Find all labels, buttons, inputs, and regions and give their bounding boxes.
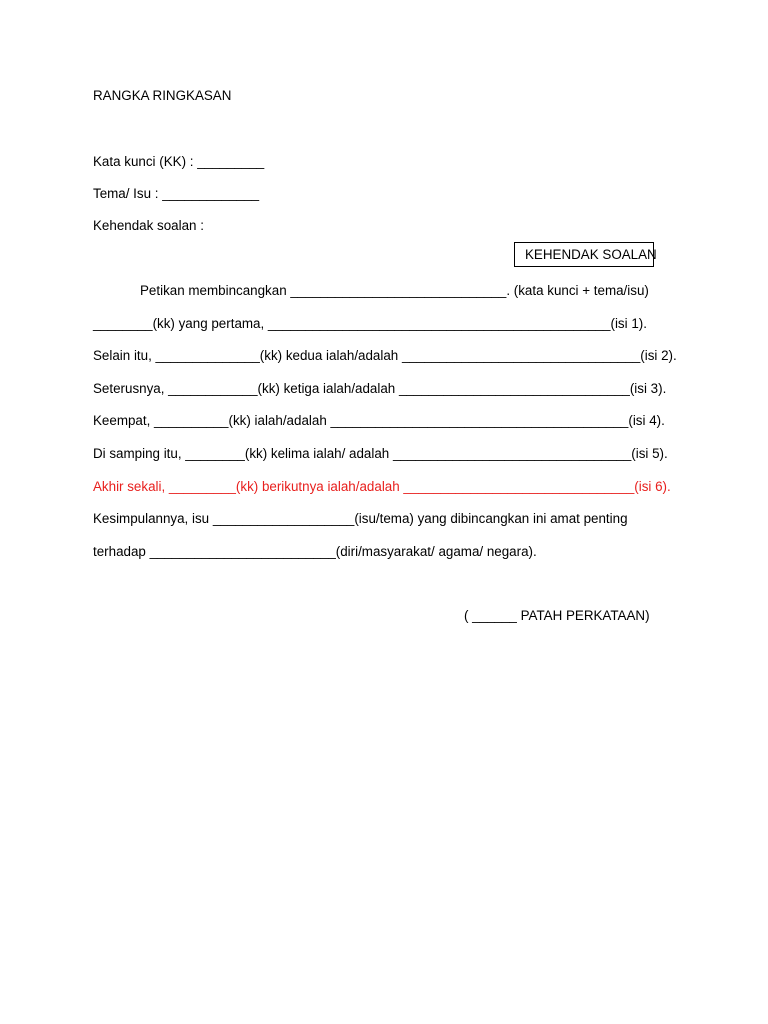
kehendak-soalan-field: Kehendak soalan : — [93, 218, 204, 233]
body-line-intro: Petikan membincangkan _____________________________. (kata kunci + tema/isu) — [140, 283, 649, 298]
body-line-kesimpulan: Kesimpulannya, isu ___________________(isu/tema) yang dibincangkan ini amat penting — [93, 511, 628, 526]
tema-isu-field: Tema/ Isu : _____________ — [93, 186, 260, 201]
document-title: RANGKA RINGKASAN — [93, 88, 232, 103]
kata-kunci-field: Kata kunci (KK) : _________ — [93, 154, 265, 169]
body-line-isi-4: Keempat, __________(kk) ialah/adalah ________________________________________(isi 4). — [93, 413, 665, 428]
body-line-isi-5: Di samping itu, ________(kk) kelima ialah/ adalah ________________________________(isi 5). — [93, 446, 668, 461]
body-line-isi-1: ________(kk) yang pertama, ______________________________________________(isi 1). — [93, 316, 647, 331]
word-count-note: ( ______ PATAH PERKATAAN) — [464, 608, 650, 623]
kehendak-soalan-callout — [514, 242, 657, 267]
body-line-terhadap: terhadap _________________________(diri/masyarakat/ agama/ negara). — [93, 544, 537, 559]
kehendak-soalan-callout-label: KEHENDAK SOALAN — [525, 247, 657, 262]
body-line-isi-3: Seterusnya, ____________(kk) ketiga ialah/adalah _______________________________(isi 3). — [93, 381, 667, 396]
body-line-isi-2: Selain itu, ______________(kk) kedua ialah/adalah ________________________________(isi 2). — [93, 348, 677, 363]
body-line-isi-6: Akhir sekali, _________(kk) berikutnya ialah/adalah _______________________________(isi 6). — [93, 479, 671, 494]
